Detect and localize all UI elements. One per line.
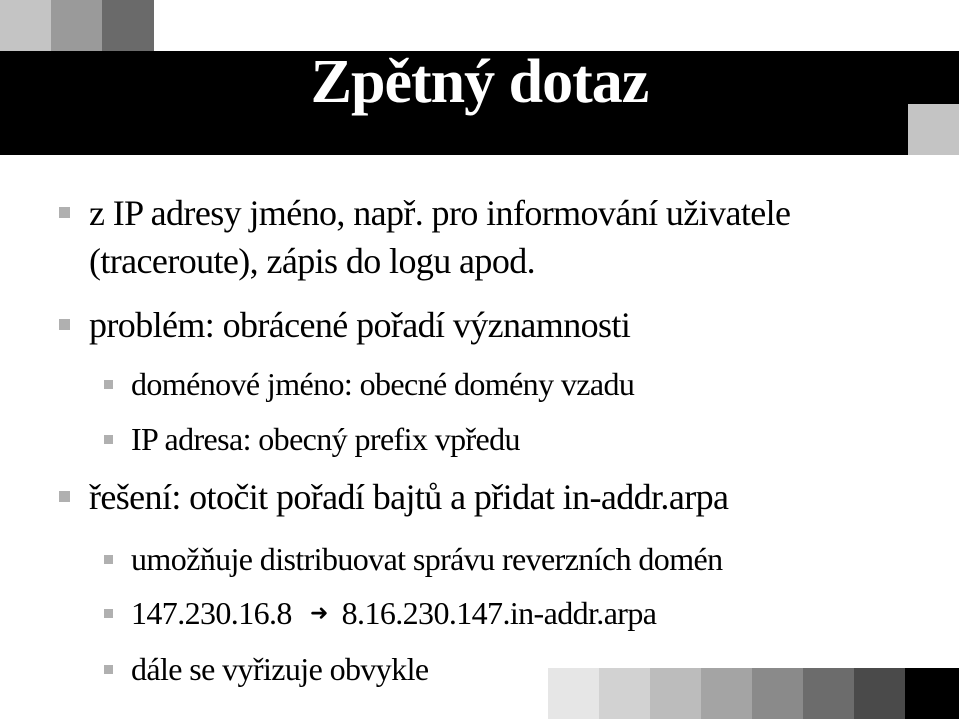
slide-title: Zpětný dotaz <box>310 48 649 116</box>
sub-bullet-text: IP adresa: obecný prefix vpředu <box>131 421 520 457</box>
decor-square-bottom-3 <box>650 668 701 719</box>
bullet-text-continued: (traceroute), zápis do logu apod. <box>89 241 536 281</box>
sub-bullet-marker <box>104 609 113 618</box>
decor-square-bottom-7 <box>854 668 905 719</box>
decor-square-bottom-8 <box>905 668 959 719</box>
bullet-marker <box>59 207 70 218</box>
sub-bullet-text <box>131 593 656 634</box>
decor-square-bottom-5 <box>752 668 803 719</box>
sub-bullet-text: doménové jméno: obecné domény vzadu <box>131 366 635 402</box>
decor-square-bottom-1 <box>548 668 599 719</box>
sub-bullet-marker <box>104 665 113 674</box>
arrow-right-icon: ➜ <box>309 601 328 626</box>
bullet-text: z IP adresy jméno, např. pro informování uživatele <box>89 193 791 233</box>
bullet-text: problém: obrácené pořadí významnosti <box>89 305 631 345</box>
sub-bullet-marker <box>104 555 113 564</box>
bullet-marker <box>59 319 70 330</box>
sub-bullet-text: umožňuje distribuovat správu reverzních domén <box>131 541 723 577</box>
decor-square-bottom-2 <box>599 668 650 719</box>
ip-address: 147.230.16.8 <box>131 595 292 631</box>
sub-bullet-marker <box>104 435 113 444</box>
bullet-marker <box>59 491 70 502</box>
sub-bullet-text: dále se vyřizuje obvykle <box>131 651 429 687</box>
bullet-text: řešení: otočit pořadí bajtů a přidat in-addr.arpa <box>89 477 729 517</box>
decor-square-bottom-4 <box>701 668 752 719</box>
sub-bullet-marker <box>104 380 113 389</box>
reverse-domain: 8.16.230.147.in-addr.arpa <box>341 595 657 631</box>
decor-square-bottom-6 <box>803 668 854 719</box>
